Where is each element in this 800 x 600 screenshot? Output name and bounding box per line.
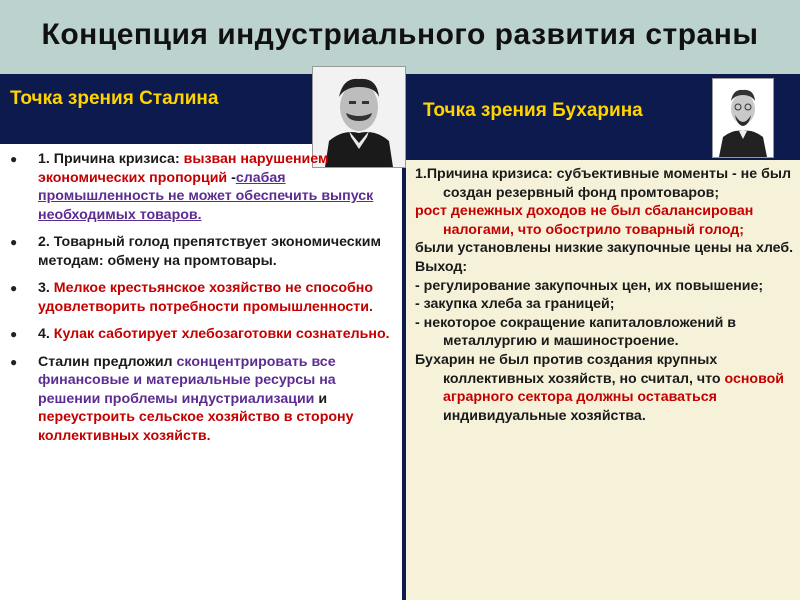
text-fragment: сконцентрировать все финансовые и материальные ресурсы на решении проблемы индустриализации	[38, 353, 336, 407]
text-fragment: переустроить сельское хозяйство в сторону коллективных хозяйств.	[38, 409, 354, 444]
text-fragment: и	[314, 390, 328, 407]
text-fragment: 2. Товарный голод препятствует экономическим методам: обмену на промтовары.	[38, 234, 382, 269]
text-fragment: 4.	[38, 326, 54, 342]
bullet-icon: ●	[10, 152, 18, 166]
text-fragment: Мелкое крестьянское хозяйство не способно удовлетворить потребности промышленности.	[38, 280, 374, 315]
bullet-icon: ●	[10, 327, 18, 341]
stalin-point-item	[10, 233, 392, 270]
bullet-icon: ●	[10, 354, 18, 369]
bukharin-conclusion	[415, 351, 795, 425]
stalin-point-item	[10, 150, 392, 224]
text-fragment: 3.	[38, 280, 54, 296]
bullet-icon: ●	[10, 281, 18, 295]
bukharin-line: 1.Причина кризиса: субъективные моменты - не был создан резервный фонд промтоваров;	[415, 166, 791, 201]
text-fragment: 1. Причина кризиса	[38, 151, 175, 167]
text-fragment: слабая промышленность не может обеспечить выпуск необходимых товаров.	[38, 169, 374, 223]
text-fragment: Кулак саботирует хлебозаготовки сознательно.	[53, 326, 390, 342]
bukharin-line: - некоторое сокращение капиталовложений в металлургию и машиностроение.	[415, 314, 737, 350]
stalin-points-list	[10, 150, 392, 454]
left-heading: Точка зрения Сталина	[10, 88, 219, 109]
bukharin-text-block	[415, 165, 795, 425]
bullet-icon: ●	[10, 235, 18, 249]
text-fragment: индивидуальные хозяйства.	[443, 407, 646, 424]
text-fragment: вызван нарушением экономических пропорций	[38, 151, 329, 186]
stalin-point-item	[10, 279, 392, 316]
stalin-point-item	[10, 325, 392, 344]
slide-title: Концепция индустриального развития страны	[41, 18, 759, 51]
portrait-illustration	[713, 79, 773, 157]
bukharin-portrait-image	[712, 78, 774, 158]
bukharin-line: Выход:	[415, 258, 468, 275]
bukharin-line: рост денежных доходов не был сбалансирован налогами, что обострило товарный голод;	[415, 203, 754, 238]
text-fragment: основой аграрного сектора должны оставаться	[443, 370, 785, 406]
bukharin-line: были установлены низкие закупочные цены на хлеб.	[415, 240, 794, 257]
text-fragment: Сталин предложил	[38, 353, 177, 370]
text-fragment: -	[227, 169, 236, 186]
stalin-point-item	[10, 353, 392, 446]
text-fragment: Бухарин не был против создания крупных коллективных хозяйств, но считал, что	[415, 351, 725, 387]
bukharin-line: - регулирование закупочных цен, их повышение;	[415, 277, 764, 294]
text-fragment: :	[174, 151, 184, 167]
bukharin-line: - закупка хлеба за границей;	[415, 296, 615, 313]
right-heading: Точка зрения Бухарина	[423, 100, 643, 121]
